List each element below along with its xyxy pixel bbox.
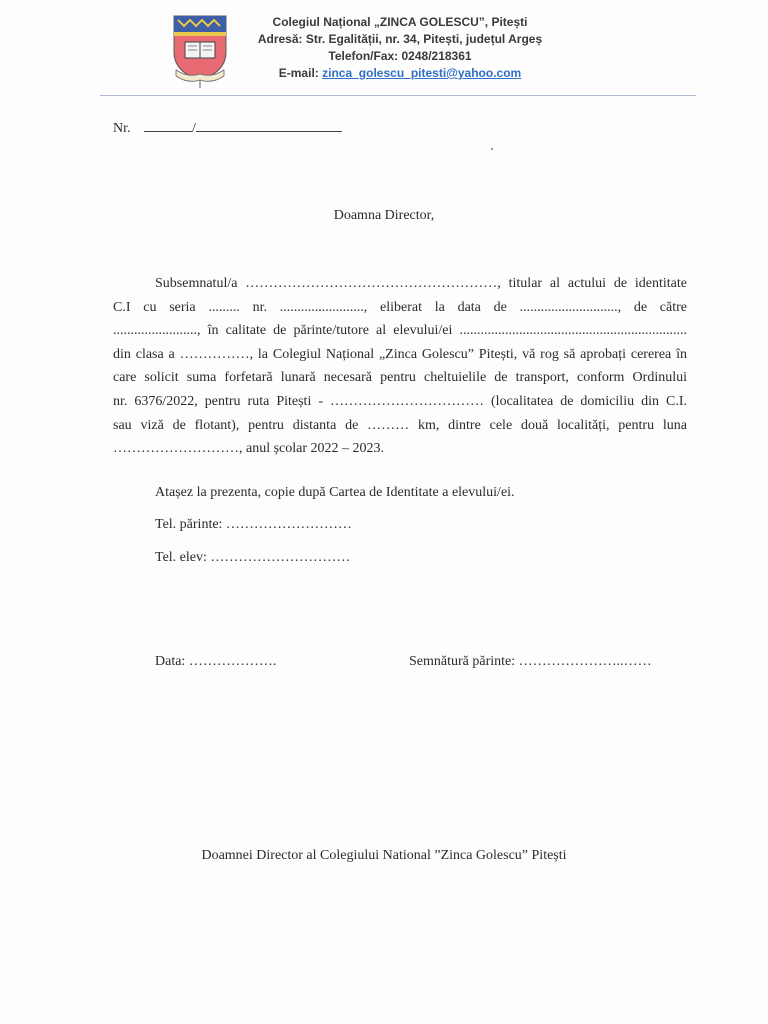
scan-speck <box>491 148 493 150</box>
registration-label: Nr. <box>113 121 131 136</box>
school-phone: Telefon/Fax: 0248/218361 <box>328 49 472 63</box>
date-field[interactable]: Data: ………………. <box>155 654 277 669</box>
registration-separator: / <box>192 121 196 136</box>
addressee-footer: Doamnei Director al Colegiului National ”Zinca Golescu” Pitești <box>201 848 567 863</box>
body-line: care solicit suma forfetară lunară necesară pentru cheltuielile de transport, conform Ordinului <box>113 370 687 386</box>
header-divider <box>100 95 696 96</box>
school-address: Adresă: Str. Egalității, nr. 34, Pitești, județul Argeș <box>257 32 543 46</box>
school-crest-icon <box>170 12 230 90</box>
body-line: Subsemnatul/a ………………………………………………, titular al actului de identitate <box>155 276 687 291</box>
student-phone-field[interactable]: Tel. elev: ………………………… <box>155 550 351 565</box>
registration-date-blank[interactable] <box>196 118 342 132</box>
body-line: ………………………, anul școlar 2022 – 2023. <box>113 441 385 457</box>
letterhead <box>240 14 560 82</box>
registration-number-blank[interactable] <box>144 118 192 132</box>
parent-signature-field[interactable]: Semnătură părinte: …………………..…… <box>409 654 652 669</box>
attachment-note: Atașez la prezenta, copie după Cartea de Identitate a elevului/ei. <box>155 485 515 500</box>
body-line: nr. 6376/2022, pentru ruta Pitești - …………………………… (localitatea de domiciliu din C.I. <box>113 393 687 409</box>
request-body <box>113 272 687 461</box>
body-line: C.I cu seria ......... nr. ........................, eliberat la data de ............................, de către <box>113 299 687 315</box>
email-label: E-mail: <box>278 66 319 80</box>
school-name: Colegiul Național „ZINCA GOLESCU”, Pitești <box>272 15 528 29</box>
request-paragraph <box>113 272 687 461</box>
parent-phone-field[interactable]: Tel. părinte: ……………………… <box>155 517 352 532</box>
email-link[interactable]: zinca_golescu_pitesti@yahoo.com <box>322 66 522 80</box>
registration-number <box>113 118 342 137</box>
body-line: ........................, în calitate de părinte/tutore al elevului/ei ................................................................. <box>113 323 687 339</box>
school-email-row <box>240 65 560 82</box>
salutation: Doamna Director, <box>333 208 435 223</box>
body-line: din clasa a ……………, la Colegiul Național „Zinca Golescu” Pitești, vă rog să aprobați cererea în <box>113 346 687 362</box>
body-line: sau viză de flotant), pentru distanta de ……… km, dintre cele două localități, pentru luna <box>113 417 687 433</box>
